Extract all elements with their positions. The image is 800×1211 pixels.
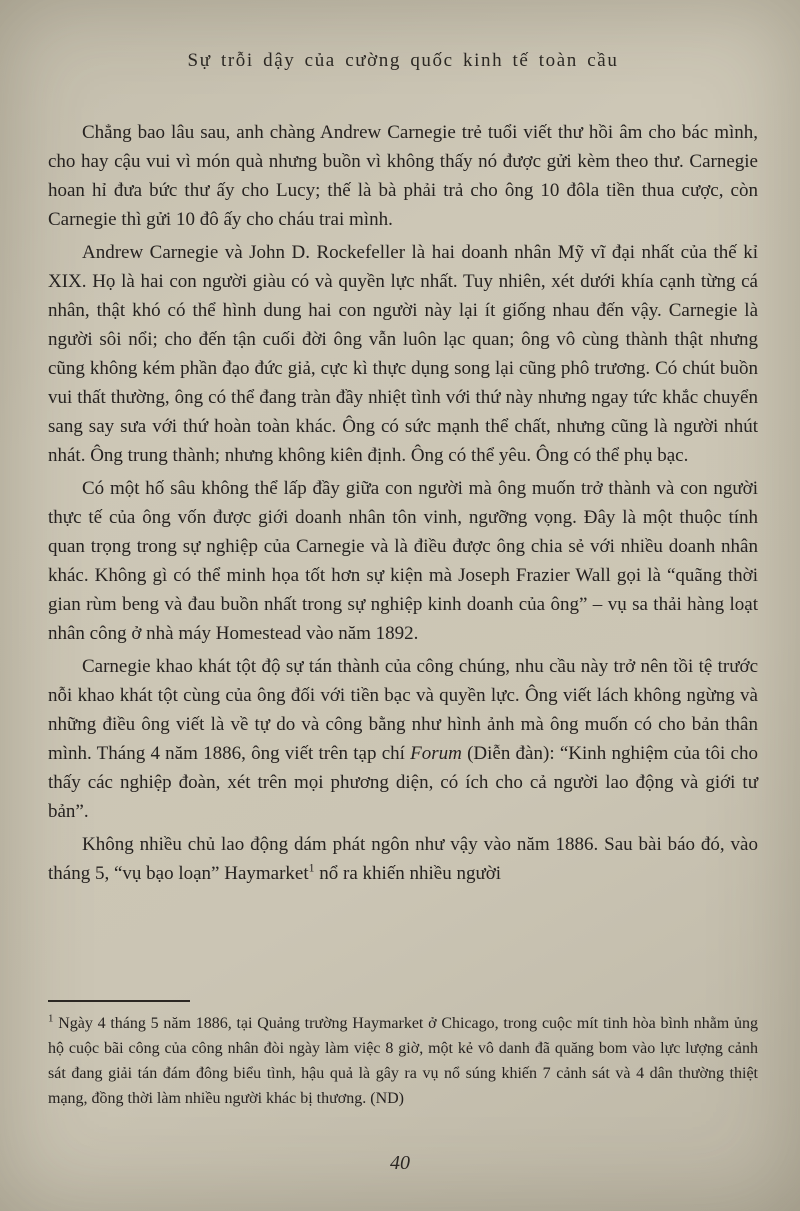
journal-title-forum: Forum: [410, 743, 462, 764]
footnote-reference-1: 1: [308, 861, 315, 875]
running-header: Sự trỗi dậy của cường quốc kinh tế toàn cầu: [187, 50, 619, 71]
paragraph-5: [48, 830, 758, 888]
paragraph-2: Andrew Carnegie và John D. Rockefeller là hai doanh nhân Mỹ vĩ đại nhất của thế kỉ XIX. Họ là hai con người giàu có và quyền lực nhất. Tuy nhiên, xét dưới khía cạnh từng cá nhân, thật khó có thể hình dung hai con người này lại ít giống nhau đến vậy. Carnegie là người sôi nổi; cho đến tận cuối đời ông vẫn luôn lạc quan; ông vô cùng thành thật nhưng cũng không kém phần đạo đức giả, cực kì thực dụng song lại cũng phô trương. Có chút buồn vui thất thường, ông có thể đang tràn đầy nhiệt tình với thứ này nhưng ngay tức khắc chuyển sang say sưa với thứ hoàn toàn khác. Ông có sức mạnh thể chất, nhưng cũng là người nhút nhát. Ông trung thành; nhưng không kiên định. Ông có thể yêu. Ông có thể phụ bạc.: [48, 242, 758, 466]
footnote-1-text: Ngày 4 tháng 5 năm 1886, tại Quảng trường Haymarket ở Chicago, trong cuộc mít tinh hòa bình nhằm ủng hộ cuộc bãi công của công nhân đòi ngày làm việc 8 giờ, một kẻ vô danh đã quăng bom vào lực lượng cảnh sát đang giải tán đám đông biểu tình, hậu quả là gây ra vụ nổ súng khiến 7 cảnh sát và 4 dân thường thiệt mạng, đồng thời làm nhiều người khác bị thương. (ND): [48, 1015, 758, 1107]
page-body: [48, 118, 758, 888]
footnote-separator: [48, 1000, 190, 1002]
paragraph-4-text-pre: Carnegie khao khát tột độ sự tán thành của công chúng, nhu cầu này trở nên tồi tệ trước nỗi khao khát tột cùng của ông đối với tiền bạc và quyền lực. Ông viết lách không ngừng và những điều ông viết là về tự do và công bằng như hình ảnh mà ông muốn có cho bản thân mình. Tháng 4 năm 1886, ông viết trên tạp chí: [48, 656, 758, 764]
footnote-area: [48, 1000, 758, 1111]
footnote-1: [48, 1011, 758, 1111]
paragraph-5-text-pre: Không nhiều chủ lao động dám phát ngôn như vậy vào năm 1886. Sau bài báo đó, vào tháng 5, “vụ bạo loạn” Haymarket: [48, 834, 758, 884]
paragraph-1: Chẳng bao lâu sau, anh chàng Andrew Carnegie trẻ tuổi viết thư hồi âm cho bác mình, cho hay cậu vui vì món quà nhưng buồn vì không thấy nó được gửi kèm theo thư. Carnegie hoan hỉ đưa bức thư ấy cho Lucy; thế là bà phải trả cho ông 10 đôla tiền thua cược, còn Carnegie thì gửi 10 đô ấy cho cháu trai mình.: [48, 122, 758, 230]
page-number: 40: [390, 1152, 410, 1174]
paragraph-4-text-post: (Diễn đàn): “Kinh nghiệm của tôi cho thấy các nghiệp đoàn, xét trên mọi phương diện, có ích cho cả người lao động và giới tư bản”.: [48, 743, 758, 822]
paragraph-5-text-post: nổ ra khiến nhiều người: [314, 863, 502, 884]
paragraph-3: Có một hố sâu không thể lấp đầy giữa con người mà ông muốn trở thành và con người thực tế của ông vốn được giới doanh nhân tôn vinh, ngưỡng vọng. Đây là một thuộc tính quan trọng trong sự nghiệp của Carnegie và là điều được ông chia sẻ với nhiều doanh nhân khác. Không gì có thể minh họa tốt hơn sự kiện mà Joseph Frazier Wall gọi là “quãng thời gian rùm beng và đau buồn nhất trong sự nghiệp kinh doanh của ông” – vụ sa thải hàng loạt nhân công ở nhà máy Homestead vào năm 1892.: [48, 478, 758, 644]
paragraph-4: [48, 652, 758, 826]
footnote-marker-1: 1: [48, 1012, 54, 1025]
